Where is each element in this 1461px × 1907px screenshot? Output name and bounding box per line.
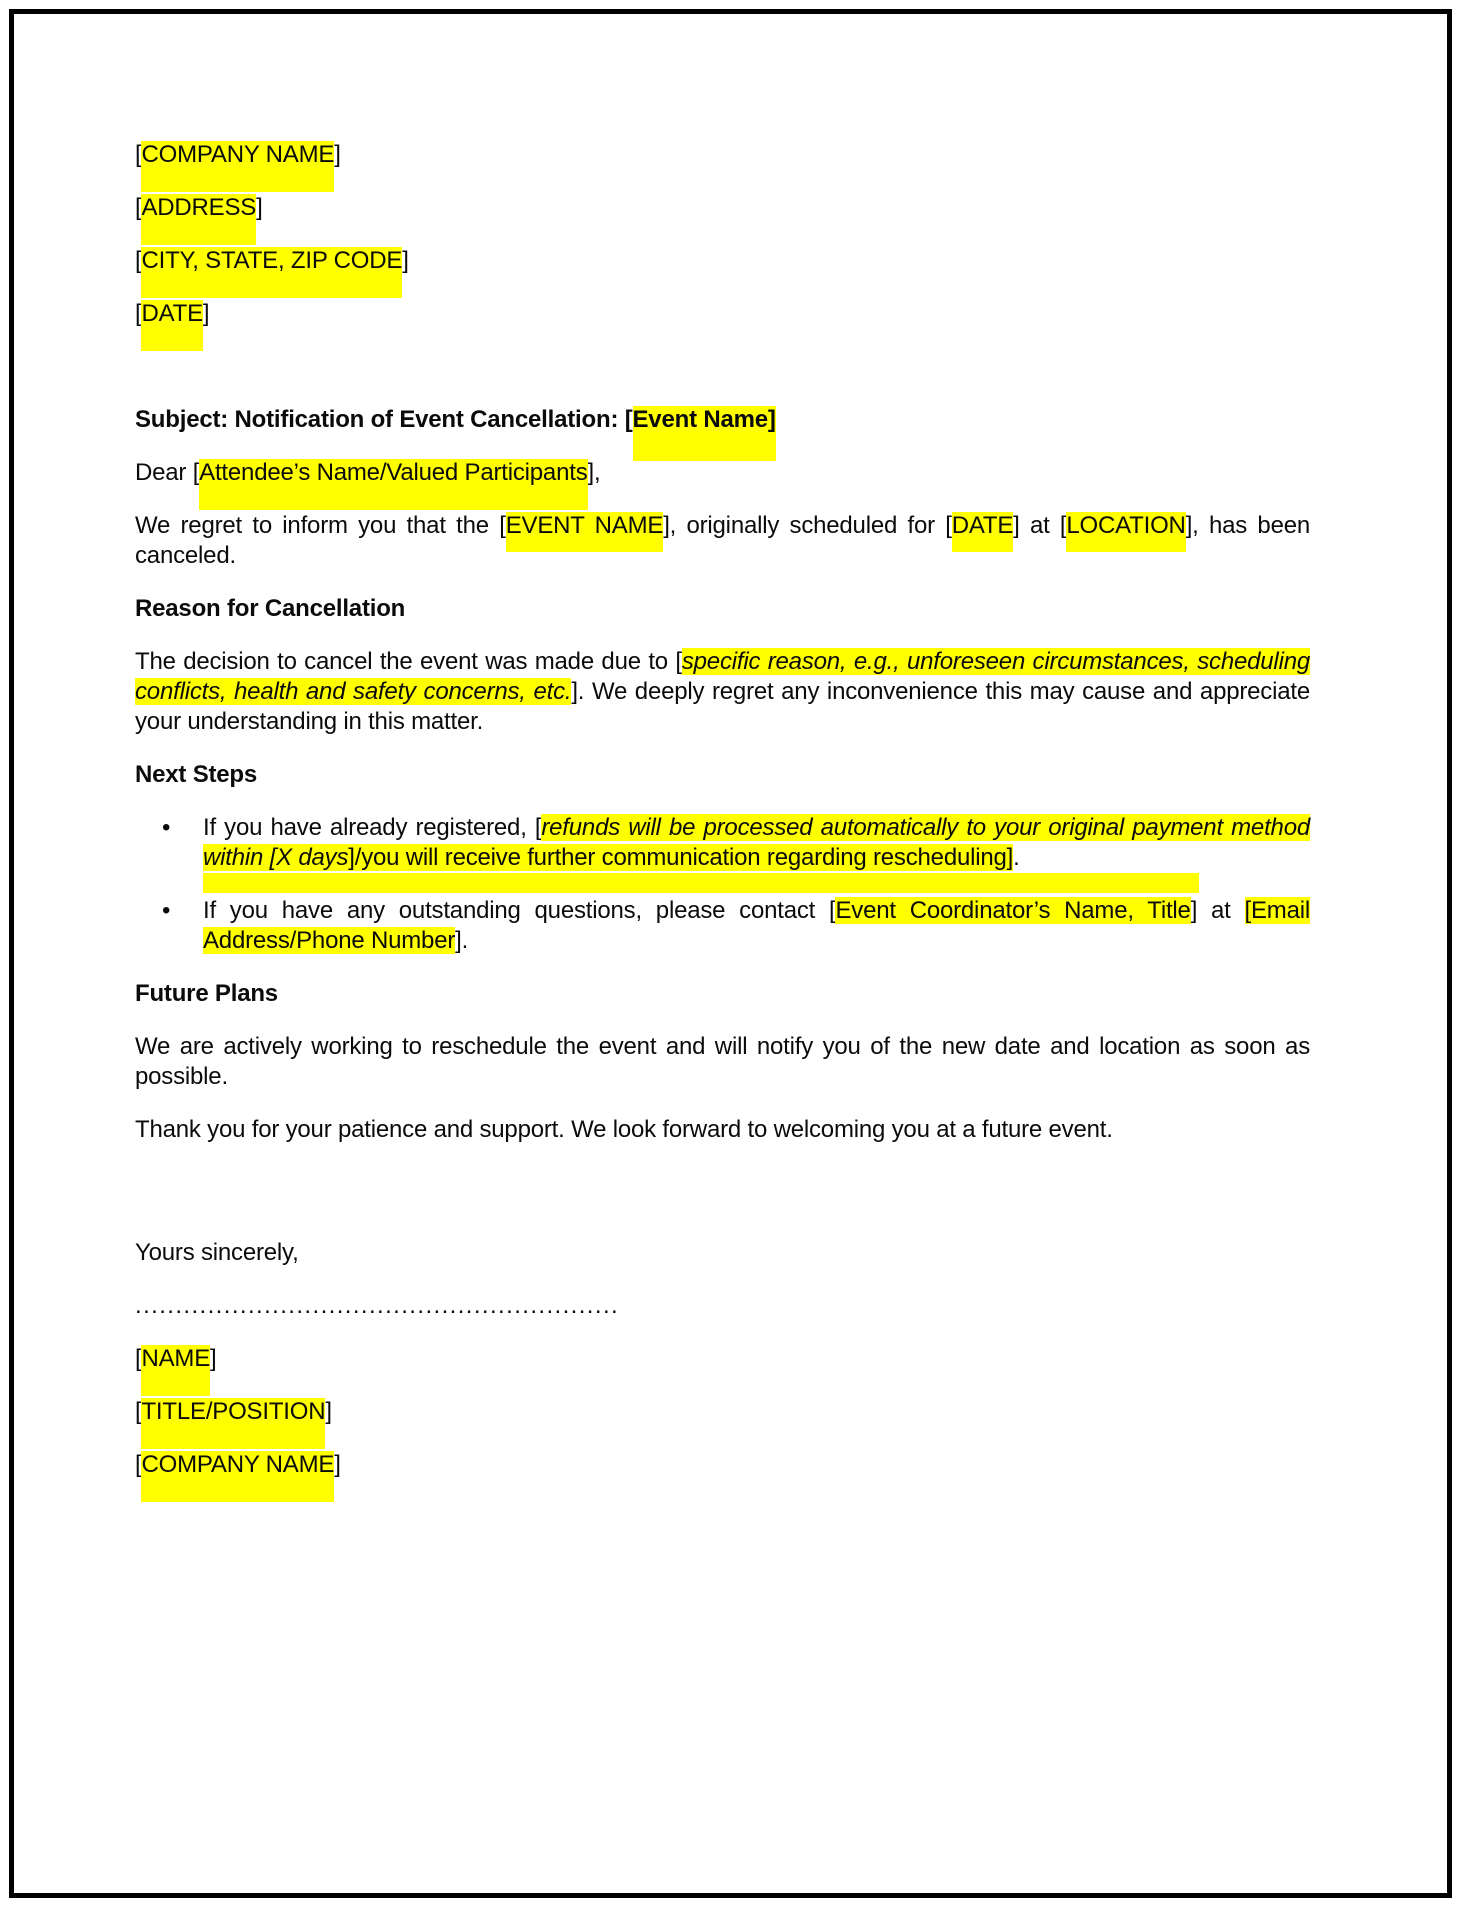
body-text: We regret to inform you that the [	[135, 512, 506, 539]
letterhead-company	[135, 140, 1310, 170]
bullet-marker: •	[162, 814, 171, 841]
bracket-text: [	[135, 1345, 142, 1372]
reason-heading: Reason for Cancellation	[135, 595, 406, 622]
body-text: ].	[455, 927, 469, 954]
body-text: If you have already registered, [	[203, 814, 542, 841]
date-placeholder: DATE	[141, 300, 203, 327]
signature-title	[135, 1397, 1310, 1427]
refund-policy-placeholder: refunds will be processed automatically to your original payment method within [X days	[203, 814, 1310, 871]
salutation	[135, 458, 1310, 488]
intro-paragraph	[135, 511, 1310, 571]
bracket-text: ]	[334, 1451, 341, 1478]
body-text: ] at [	[1013, 512, 1067, 539]
coordinator-name-placeholder: Event Coordinator’s Name, Title	[835, 897, 1191, 924]
body-text: ] at	[1190, 897, 1245, 924]
subject-line	[135, 405, 1310, 435]
signature-name	[135, 1344, 1310, 1374]
future-plans-heading: Future Plans	[135, 980, 278, 1007]
bracket-text: [	[135, 1451, 142, 1478]
title-position-placeholder: TITLE/POSITION	[141, 1398, 326, 1425]
future-plans-paragraph: We are actively working to reschedule the event and will notify you of the new date and location as soon as possible.	[135, 1033, 1310, 1090]
bullet-item-contact	[135, 896, 1310, 956]
bracket-text: [	[135, 194, 142, 221]
bullet-marker: •	[162, 897, 171, 924]
signature-dotted-line: ............................................................	[135, 1292, 620, 1319]
signature-company	[135, 1450, 1310, 1480]
event-name-placeholder: EVENT NAME	[505, 512, 664, 539]
reason-paragraph	[135, 647, 1310, 737]
body-text: If you have any outstanding questions, please contact [	[203, 897, 836, 924]
bracket-text: ]	[325, 1398, 332, 1425]
email-phone-placeholder: [Email Address/Phone Number	[203, 897, 1310, 954]
bullet-text	[203, 896, 1310, 956]
specific-reason-placeholder: specific reason, e.g., unforeseen circumstances, scheduling conflicts, health and safety concerns, etc.	[135, 648, 1310, 705]
salutation-text: Dear [	[135, 459, 200, 486]
bracket-text: [	[135, 300, 142, 327]
thanks-paragraph: Thank you for your patience and support. We look forward to welcoming you at a future event.	[135, 1116, 1113, 1143]
blank-line	[135, 1168, 1310, 1238]
body-text: The decision to cancel the event was made due to [	[135, 648, 682, 675]
letterhead-address	[135, 193, 1310, 223]
next-steps-heading: Next Steps	[135, 761, 258, 788]
bracket-text: ]	[210, 1345, 217, 1372]
event-name-placeholder: Event Name]	[632, 406, 776, 433]
bracket-text: ]	[402, 247, 409, 274]
bullet-item-refunds	[135, 813, 1310, 873]
attendee-name-placeholder: Attendee’s Name/Valued Participants	[199, 459, 588, 486]
location-placeholder: LOCATION	[1066, 512, 1186, 539]
subject-label: Subject: Notification of Event Cancellation: [	[135, 406, 633, 433]
bracket-text: [	[135, 141, 142, 168]
company-name-placeholder: COMPANY NAME	[141, 141, 335, 168]
bracket-text: [	[135, 247, 142, 274]
body-text: ], originally scheduled for [	[663, 512, 952, 539]
company-name-placeholder: COMPANY NAME	[141, 1451, 335, 1478]
city-state-zip-placeholder: CITY, STATE, ZIP CODE	[141, 247, 403, 274]
bracket-text: ],	[587, 459, 601, 486]
bracket-text: ]	[256, 194, 263, 221]
letterhead-date	[135, 299, 1310, 329]
valediction: Yours sincerely,	[135, 1239, 299, 1266]
bracket-text: ]	[202, 300, 210, 327]
body-text: ]. We deeply regret any inconvenience this may cause and appreciate your understanding in this matter.	[135, 678, 1310, 735]
bracket-text: ]	[334, 141, 341, 168]
letterhead-city-state-zip	[135, 246, 1310, 276]
date-placeholder: DATE	[951, 512, 1014, 539]
bracket-text: [	[135, 1398, 142, 1425]
name-placeholder: NAME	[141, 1345, 211, 1372]
rescheduling-placeholder: ]/you will receive further communication regarding rescheduling]	[348, 844, 1014, 871]
body-text: ], has been canceled.	[135, 512, 1311, 569]
bullet-text	[203, 813, 1310, 873]
address-placeholder: ADDRESS	[141, 194, 257, 221]
body-text: .	[1013, 844, 1020, 871]
blank-line	[135, 352, 1310, 405]
